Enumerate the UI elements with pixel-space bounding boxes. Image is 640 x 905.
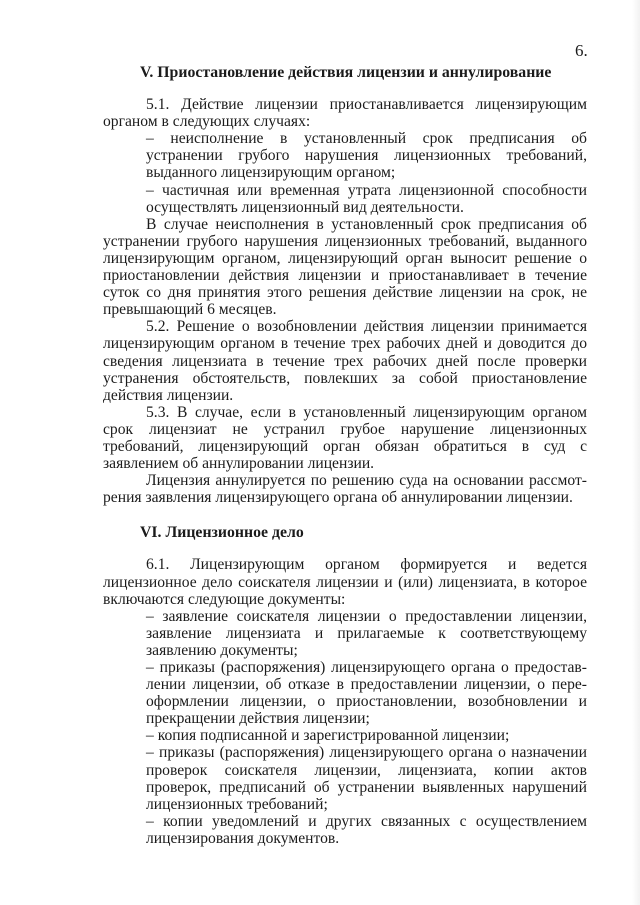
page-number: 6. xyxy=(575,41,588,60)
document-body xyxy=(103,64,587,847)
clause-6-1-intro: 6.1. Лицензирующим органом формируется и ведется лицензионное дело соискателя лицензии и (или) лицензиата, в которое включаются следующие документы: xyxy=(103,556,587,608)
clause-6-1-item: – приказы (распоряжения) лицензирующего органа о назначении проверок соискателя лицензии, лицензиата, копии актов проверок, предписаний об устранении выявленных нарушений лицензионных требований; xyxy=(146,744,587,813)
clause-5-1-item: – частичная или временная утрата лицензионной способности осуществлять лицензионный вид деятельности. xyxy=(146,181,587,216)
clause-5-1-case: В случае неисполнения в установленный срок предписания об устранении грубого нарушения лицензионных требований, выданного лицензирующим органом, лицензирующий орган выносит решение о приостановлении действия лицензии и приостанавливает в течение суток со дня принятия этого решения действие лицензии на срок, не превышающий 6 месяцев. xyxy=(103,215,587,319)
clause-6-1-item: – копия подписанной и зарегистрированной лицензии; xyxy=(146,727,510,745)
section-6-heading: VI. Лицензионное дело xyxy=(140,524,304,542)
clause-5-2: 5.2. Решение о возобновлении действия лицензии принимается лицензирующим органом в течение трех рабочих дней и доводится до сведения лицензиата в течение трех рабочих дней после проверки устранения обстоятельств, повлекших за собой приостановление действия лицензии. xyxy=(103,318,587,404)
clause-5-3: 5.3. В случае, если в установленный лицензирующим органом срок лицензиат не устранил грубое нарушение лицензионных требований, лицензирующий орган обязан обратиться в суд с заявлением об аннулировании лицензии. xyxy=(103,403,587,473)
clause-6-1-item: – приказы (распоряжения) лицензирующего органа о предоставлении лицензии, об отказе в предоставлении лицензии, о переоформлении лицензии, о приостановлении, возобновлении и прекращении действия лицензии; xyxy=(146,659,587,728)
clause-5-1-intro: 5.1. Действие лицензии приостанавливается лицензирующим органом в следующих случаях: xyxy=(103,96,587,131)
clause-6-1-item: – копии уведомлений и других связанных с осуществлением лицензирования документов. xyxy=(146,812,587,847)
section-5-heading: V. Приостановление действия лицензии и аннулирование xyxy=(140,64,552,81)
clause-6-1-item: – заявление соискателя лицензии о предоставлении лицензии, заявление лицензиата и прилагаемые к соответствующему заявлению документы; xyxy=(146,607,587,659)
page-edge-shadow xyxy=(632,0,640,905)
clause-5-1-item: – неисполнение в установленный срок предписания об устранении грубого нарушения лицензионных требований, выданного лицензирующим органом; xyxy=(146,130,587,182)
clause-5-3-annulment: Лицензия аннулируется по решению суда на основании рассмотрения заявления лицензирующего органа об аннулировании лицензии. xyxy=(103,472,587,507)
